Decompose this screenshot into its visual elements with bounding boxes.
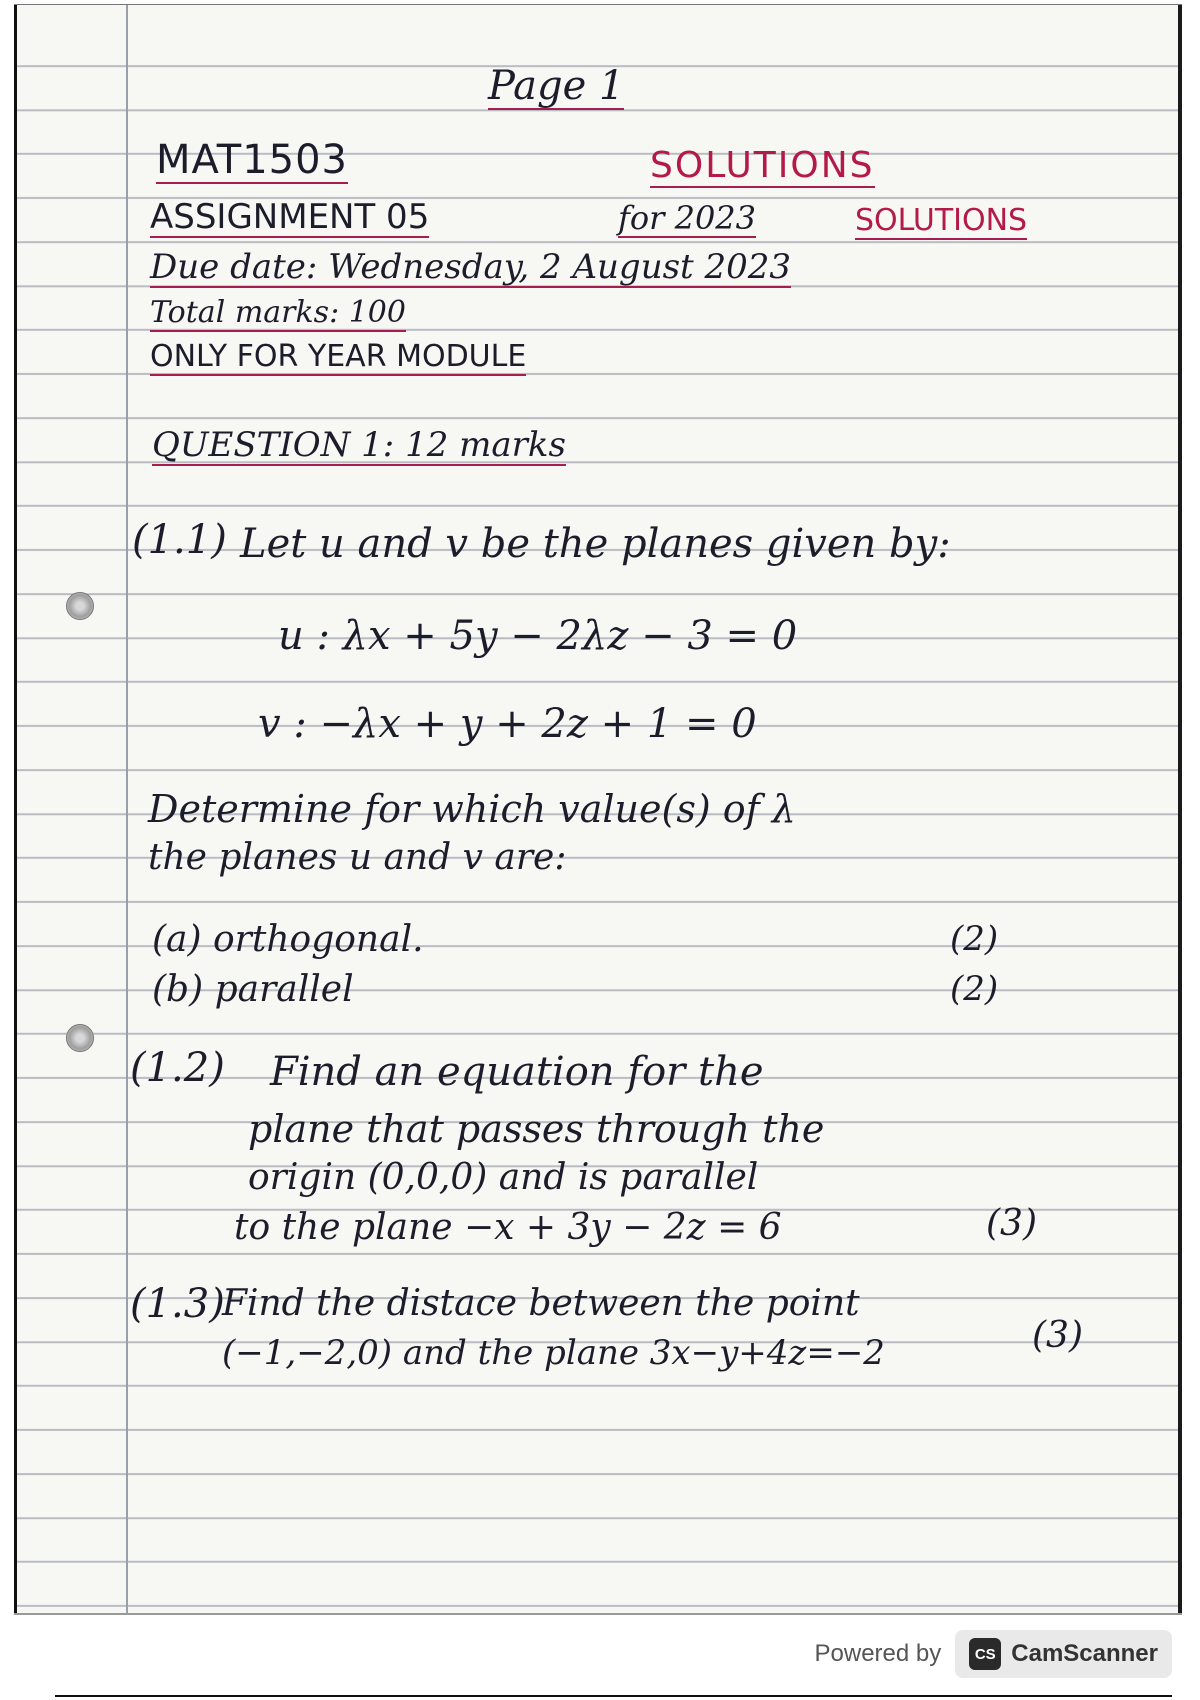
year-module-note: ONLY FOR YEAR MODULE [150, 339, 527, 374]
camscanner-badge [955, 1630, 1172, 1678]
q1-2-line1: Find an equation for the [270, 1049, 764, 1095]
q1-1-part-a: (a) orthogonal. [152, 919, 424, 960]
q1-1-label: (1.1) [132, 517, 227, 563]
camscanner-watermark [815, 1628, 1172, 1680]
q1-3-line1: Find the distace between the point [222, 1283, 860, 1324]
q1-2-line3: origin (0,0,0) and is parallel [248, 1157, 759, 1198]
q1-2-line2: plane that passes through the [248, 1107, 825, 1151]
powered-by-text: Powered by [814, 1640, 942, 1667]
total-marks: Total marks: 100 [150, 295, 406, 330]
q1-1-intro: Let u and v be the planes given by: [240, 521, 951, 567]
punch-hole [66, 1024, 94, 1052]
plane-v-equation: v : −λx + y + 2z + 1 = 0 [258, 701, 757, 747]
q1-1-prompt-line2: the planes u and v are: [148, 837, 567, 878]
q1-1-part-b: (b) parallel [152, 969, 354, 1010]
q1-2-line4: to the plane −x + 3y − 2z = 6 [234, 1207, 782, 1248]
q1-1-prompt-line1: Determine for which value(s) of λ [148, 787, 796, 831]
punch-hole [66, 592, 94, 620]
q1-2-marks: (3) [986, 1203, 1037, 1244]
q1-1-part-b-marks: (2) [950, 969, 999, 1009]
due-date: Due date: Wednesday, 2 August 2023 [150, 247, 792, 287]
camscanner-logo-icon: CS [969, 1638, 1001, 1670]
solutions-label: SOLUTIONS [650, 145, 875, 186]
assignment-year: for 2023 [618, 199, 757, 237]
assignment-number: ASSIGNMENT 05 [150, 197, 430, 237]
q1-2-label: (1.2) [130, 1045, 225, 1091]
q1-1-part-a-marks: (2) [950, 919, 999, 959]
course-code: MAT1503 [156, 137, 348, 183]
page-title: Page 1 [488, 63, 625, 109]
q1-3-label: (1.3) [130, 1281, 225, 1327]
solutions-label-2: SOLUTIONS [855, 203, 1028, 238]
camscanner-brand: CamScanner [1011, 1640, 1158, 1667]
plane-u-equation: u : λx + 5y − 2λz − 3 = 0 [278, 613, 798, 659]
question-heading: QUESTION 1: 12 marks [152, 425, 566, 465]
margin-line [126, 5, 128, 1613]
bottom-divider [55, 1695, 1172, 1697]
q1-3-marks: (3) [1032, 1315, 1083, 1356]
q1-3-line2: (−1,−2,0) and the plane 3x−y+4z=−2 [222, 1333, 885, 1373]
